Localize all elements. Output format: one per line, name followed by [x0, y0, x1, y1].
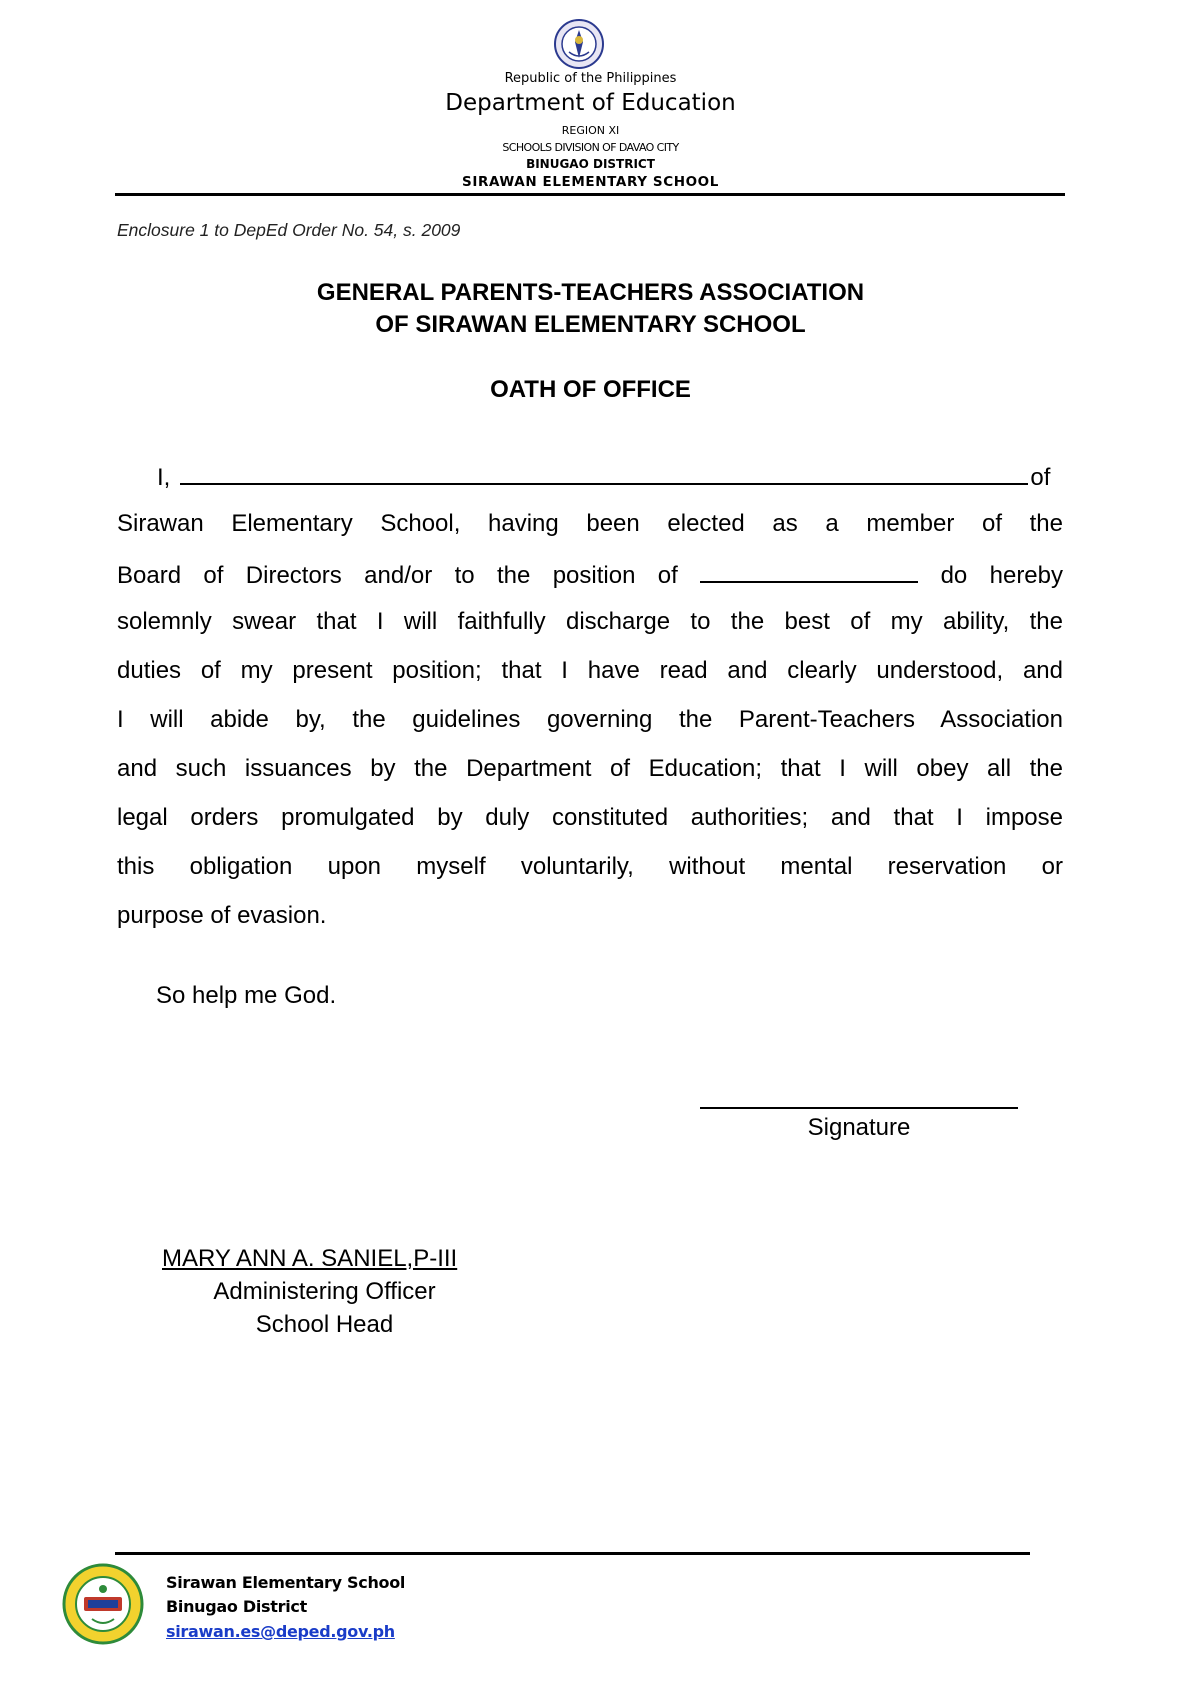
- officer-role: School Head: [255, 1311, 394, 1338]
- header-divider: [115, 193, 1065, 196]
- oath-line-5: duties of my present position; that I have read and clearly understood, and: [117, 657, 1063, 684]
- header-region: REGION XI: [561, 124, 620, 137]
- document-title: OATH OF OFFICE: [490, 376, 691, 403]
- header-department: Department of Education: [445, 90, 736, 116]
- oath-line-10: purpose of evasion.: [117, 902, 327, 929]
- closing-phrase: So help me God.: [156, 982, 337, 1009]
- oath-line-9: this obligation upon myself voluntarily, without mental reservation or: [117, 853, 1063, 880]
- oath-line-2: Sirawan Elementary School, having been elected as a member of the: [117, 510, 1063, 537]
- officer-title: Administering Officer: [213, 1278, 436, 1305]
- footer-school: Sirawan Elementary School: [166, 1573, 406, 1592]
- oath-line-1-end: of: [1030, 464, 1051, 491]
- header-republic: Republic of the Philippines: [504, 71, 677, 86]
- footer-district: Binugao District: [166, 1597, 307, 1616]
- oath-line-3-start: Board of Directors and/or to the position of: [117, 562, 678, 589]
- oath-line-4: solemnly swear that I will faithfully discharge to the best of my ability, the: [117, 608, 1063, 635]
- header-school: SIRAWAN ELEMENTARY SCHOOL: [462, 174, 719, 190]
- school-logo-icon: [62, 1563, 144, 1645]
- signature-line[interactable]: [700, 1107, 1018, 1109]
- header-division: SCHOOLS DIVISION OF DAVAO CITY: [502, 141, 679, 154]
- signature-label: Signature: [807, 1114, 911, 1141]
- oath-line-1-start: I,: [157, 464, 171, 491]
- deped-seal-icon: [553, 18, 605, 70]
- oath-line-3: [117, 559, 1063, 590]
- name-blank[interactable]: [180, 461, 1028, 485]
- oath-line-8: legal orders promulgated by duly constituted authorities; and that I impose: [117, 804, 1063, 831]
- oath-line-1: [157, 461, 1063, 492]
- position-blank[interactable]: [700, 559, 918, 583]
- officer-name: MARY ANN A. SANIEL,P-III: [162, 1245, 458, 1272]
- oath-line-6: I will abide by, the guidelines governing the Parent-Teachers Association: [117, 706, 1063, 733]
- enclosure-reference: Enclosure 1 to DepEd Order No. 54, s. 2009: [117, 220, 461, 240]
- oath-line-7: and such issuances by the Department of Education; that I will obey all the: [117, 755, 1063, 782]
- footer-email-link[interactable]: sirawan.es@deped.gov.ph: [166, 1622, 395, 1641]
- title-line-2: OF SIRAWAN ELEMENTARY SCHOOL: [375, 311, 806, 338]
- header-district: BINUGAO DISTRICT: [526, 157, 655, 171]
- footer-divider: [115, 1552, 1030, 1555]
- oath-line-3-end: do hereby: [940, 562, 1064, 589]
- title-line-1: GENERAL PARENTS-TEACHERS ASSOCIATION: [316, 279, 865, 306]
